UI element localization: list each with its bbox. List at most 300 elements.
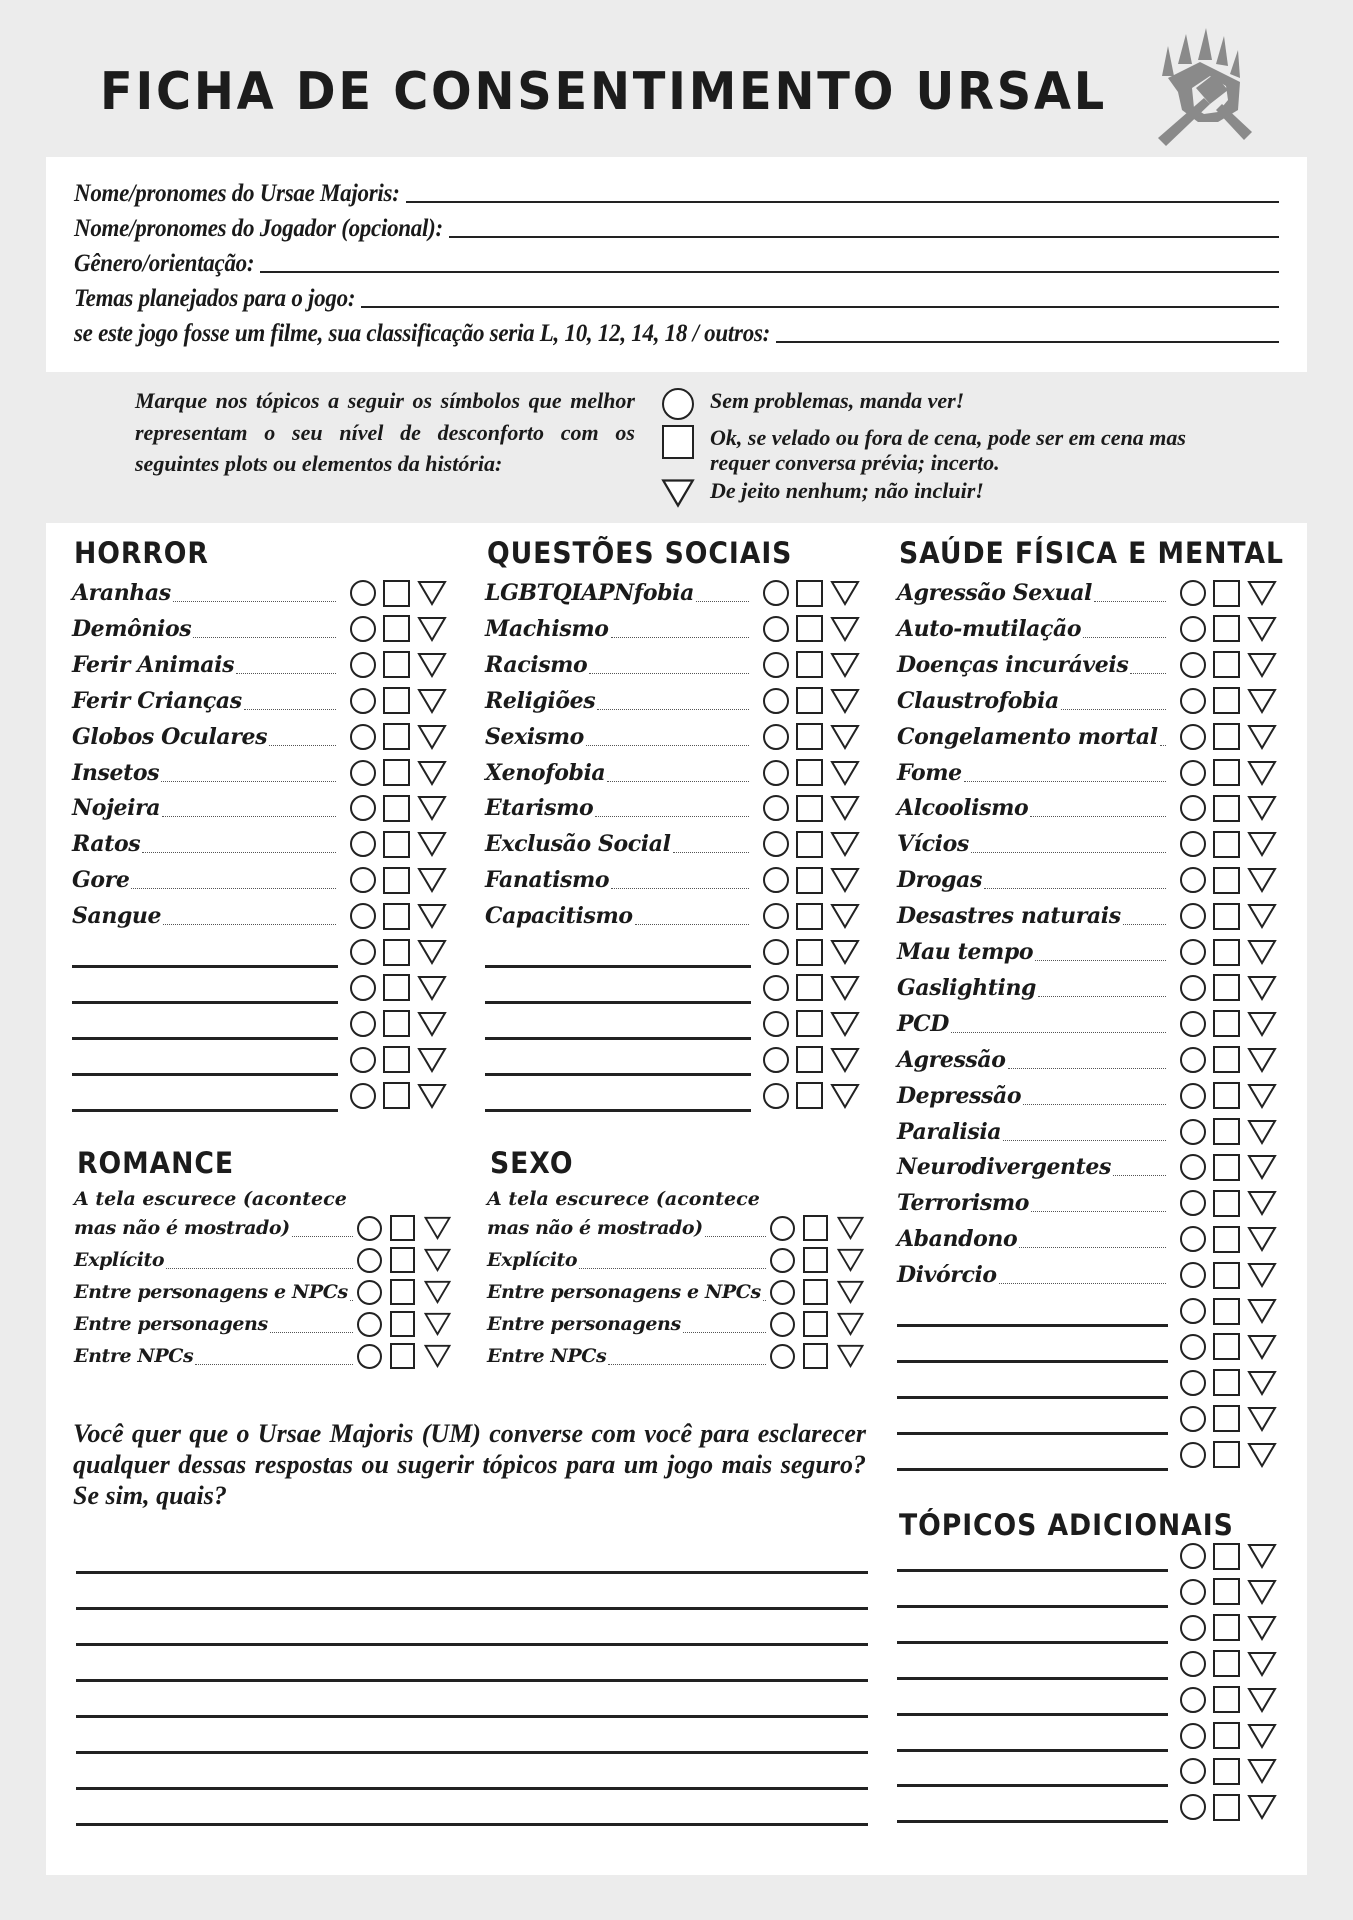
triangle-option-icon[interactable] <box>1247 903 1277 929</box>
square-option-icon[interactable] <box>383 1010 410 1037</box>
blank-topic-input-line[interactable] <box>485 1109 751 1112</box>
circle-option-icon[interactable] <box>763 1011 789 1037</box>
square-option-icon[interactable] <box>383 1046 410 1073</box>
triangle-option-icon[interactable] <box>830 831 860 857</box>
square-option-icon[interactable] <box>1213 974 1240 1001</box>
triangle-option-icon[interactable] <box>417 939 447 965</box>
circle-option-icon[interactable] <box>357 1312 382 1337</box>
answer-input-line[interactable] <box>76 1715 868 1718</box>
circle-option-icon[interactable] <box>763 724 789 750</box>
triangle-option-icon[interactable] <box>836 1248 865 1272</box>
circle-option-icon[interactable] <box>350 975 376 1001</box>
triangle-option-icon[interactable] <box>1247 1334 1277 1360</box>
answer-input-line[interactable] <box>76 1823 868 1826</box>
circle-option-icon[interactable] <box>350 580 376 606</box>
topic-label: Entre NPCs <box>74 1345 194 1367</box>
square-option-icon[interactable] <box>1213 1405 1240 1432</box>
square-option-icon[interactable] <box>1213 1369 1240 1396</box>
triangle-option-icon[interactable] <box>1247 1370 1277 1396</box>
square-option-icon[interactable] <box>1213 1650 1240 1677</box>
triangle-option-icon[interactable] <box>417 652 447 678</box>
square-option-icon[interactable] <box>796 1082 823 1109</box>
triangle-option-icon[interactable] <box>1247 616 1277 642</box>
square-option-icon[interactable] <box>803 1311 828 1337</box>
dotted-leader <box>696 601 749 602</box>
circle-option-icon[interactable] <box>763 616 789 642</box>
answer-input-line[interactable] <box>76 1751 868 1754</box>
square-option-icon[interactable] <box>1213 1118 1240 1145</box>
triangle-option-icon[interactable] <box>1247 1579 1277 1605</box>
blank-topic-input-line[interactable] <box>897 1641 1168 1644</box>
triangle-option-icon[interactable] <box>1247 1543 1277 1569</box>
square-option-icon[interactable] <box>1213 1010 1240 1037</box>
square-option-icon[interactable] <box>796 903 823 930</box>
circle-option-icon[interactable] <box>1180 1154 1206 1180</box>
circle-option-icon[interactable] <box>1180 1543 1206 1569</box>
circle-option-icon[interactable] <box>1180 616 1206 642</box>
answer-input-line[interactable] <box>76 1571 868 1574</box>
rating-options <box>1180 651 1277 678</box>
blank-topic-input-line[interactable] <box>897 1713 1168 1716</box>
topic-label: Abandono <box>897 1226 1018 1253</box>
triangle-option-icon[interactable] <box>417 688 447 714</box>
triangle-option-icon[interactable] <box>1247 795 1277 821</box>
square-option-icon[interactable] <box>796 974 823 1001</box>
blank-topic-input-line[interactable] <box>485 1001 751 1004</box>
page-title: FICHA DE CONSENTIMENTO URSAL <box>100 62 1107 122</box>
square-option-icon[interactable] <box>1213 1722 1240 1749</box>
square-option-icon[interactable] <box>803 1279 828 1305</box>
dotted-leader <box>611 888 749 889</box>
square-option-icon[interactable] <box>1213 867 1240 894</box>
topic-label: Insetos <box>72 759 160 786</box>
blank-topic-input-line[interactable] <box>897 1820 1168 1823</box>
square-option-icon[interactable] <box>1213 1154 1240 1181</box>
triangle-option-icon[interactable] <box>1247 1119 1277 1145</box>
blank-topic-input-line[interactable] <box>72 965 338 968</box>
square-option-icon[interactable] <box>1213 1686 1240 1713</box>
square-option-icon[interactable] <box>803 1343 828 1369</box>
square-option-icon[interactable] <box>1213 1333 1240 1360</box>
topic-label: Entre personagens <box>487 1313 681 1335</box>
blank-topic-input-line[interactable] <box>897 1360 1168 1363</box>
circle-option-icon[interactable] <box>357 1248 382 1273</box>
circle-option-icon[interactable] <box>770 1312 795 1337</box>
triangle-option-icon[interactable] <box>1247 1298 1277 1324</box>
square-option-icon[interactable] <box>796 795 823 822</box>
triangle-option-icon[interactable] <box>830 1083 860 1109</box>
square-option-icon[interactable] <box>803 1247 828 1273</box>
circle-option-icon[interactable] <box>350 1083 376 1109</box>
blank-topic-input-line[interactable] <box>72 1109 338 1112</box>
circle-option-icon[interactable] <box>763 975 789 1001</box>
circle-option-icon[interactable] <box>357 1280 382 1305</box>
square-option-icon[interactable] <box>383 615 410 642</box>
triangle-option-icon[interactable] <box>830 975 860 1001</box>
triangle-option-icon[interactable] <box>1247 1442 1277 1468</box>
answer-input-line[interactable] <box>76 1607 868 1610</box>
triangle-option-icon[interactable] <box>1247 1226 1277 1252</box>
square-option-icon[interactable] <box>1213 1614 1240 1641</box>
square-option-icon[interactable] <box>796 939 823 966</box>
triangle-shape <box>839 1346 863 1366</box>
blank-topic-row <box>485 1006 860 1042</box>
circle-option-icon[interactable] <box>1180 1370 1206 1396</box>
circle-option-icon[interactable] <box>1180 1119 1206 1145</box>
triangle-option-icon[interactable] <box>423 1312 452 1336</box>
circle-option-icon[interactable] <box>1180 867 1206 893</box>
square-option-icon[interactable] <box>383 651 410 678</box>
circle-option-icon[interactable] <box>763 760 789 786</box>
square-option-icon[interactable] <box>1213 1543 1240 1570</box>
square-option-icon[interactable] <box>390 1247 415 1273</box>
triangle-option-icon[interactable] <box>836 1216 865 1240</box>
dotted-leader <box>1019 1247 1166 1248</box>
square-option-icon[interactable] <box>796 1046 823 1073</box>
square-option-icon[interactable] <box>1213 1262 1240 1289</box>
blank-topic-input-line[interactable] <box>72 1001 338 1004</box>
blank-topic-input-line[interactable] <box>72 1073 338 1076</box>
blank-topic-input-line[interactable] <box>897 1468 1168 1471</box>
circle-option-icon[interactable] <box>1180 1334 1206 1360</box>
blank-topic-input-line[interactable] <box>897 1784 1168 1787</box>
square-option-icon[interactable] <box>383 867 410 894</box>
square-option-icon[interactable] <box>383 687 410 714</box>
circle-option-icon[interactable] <box>763 795 789 821</box>
triangle-option-icon[interactable] <box>1247 1190 1277 1216</box>
circle-option-icon[interactable] <box>357 1216 382 1241</box>
circle-option-icon[interactable] <box>770 1344 795 1369</box>
form-field-input-line[interactable] <box>260 271 1279 273</box>
blank-topic-input-line[interactable] <box>897 1432 1168 1435</box>
square-option-icon[interactable] <box>796 831 823 858</box>
triangle-shape <box>419 1085 445 1107</box>
circle-option-icon[interactable] <box>350 903 376 929</box>
blank-topic-input-line[interactable] <box>897 1605 1168 1608</box>
circle-option-icon[interactable] <box>1180 760 1206 786</box>
triangle-option-icon[interactable] <box>417 1083 447 1109</box>
circle-option-icon[interactable] <box>1180 1011 1206 1037</box>
circle-option-icon[interactable] <box>350 688 376 714</box>
topic-row <box>485 611 860 647</box>
square-option-icon[interactable] <box>383 903 410 930</box>
blank-topic-input-line[interactable] <box>485 1073 751 1076</box>
square-option-icon[interactable] <box>796 615 823 642</box>
circle-option-icon[interactable] <box>770 1248 795 1273</box>
circle-option-icon[interactable] <box>350 616 376 642</box>
circle-option-icon[interactable] <box>763 1047 789 1073</box>
triangle-option-icon[interactable] <box>830 1047 860 1073</box>
triangle-option-icon[interactable] <box>1247 1262 1277 1288</box>
circle-option-icon[interactable] <box>770 1280 795 1305</box>
triangle-shape <box>832 654 858 676</box>
topic-row <box>485 862 860 898</box>
triangle-option-icon[interactable] <box>417 795 447 821</box>
square-option-icon[interactable] <box>1213 651 1240 678</box>
square-option-icon[interactable] <box>390 1215 415 1241</box>
circle-option-icon[interactable] <box>1180 688 1206 714</box>
circle-option-icon[interactable] <box>1180 1298 1206 1324</box>
triangle-option-icon[interactable] <box>423 1216 452 1240</box>
triangle-option-icon[interactable] <box>1247 1083 1277 1109</box>
triangle-option-icon[interactable] <box>1247 760 1277 786</box>
circle-option-icon[interactable] <box>763 688 789 714</box>
circle-option-icon[interactable] <box>1180 1687 1206 1713</box>
circle-icon <box>662 388 694 420</box>
square-option-icon[interactable] <box>1213 1082 1240 1109</box>
circle-option-icon[interactable] <box>1180 903 1206 929</box>
triangle-option-icon[interactable] <box>1247 1406 1277 1432</box>
triangle-option-icon[interactable] <box>417 616 447 642</box>
topic-label: Depressão <box>897 1082 1022 1109</box>
triangle-option-icon[interactable] <box>830 795 860 821</box>
form-field-input-line[interactable] <box>361 306 1279 308</box>
square-option-icon[interactable] <box>1213 1794 1240 1821</box>
triangle-option-icon[interactable] <box>830 688 860 714</box>
form-field-input-line[interactable] <box>449 236 1279 238</box>
circle-option-icon[interactable] <box>350 831 376 857</box>
circle-option-icon[interactable] <box>1180 1083 1206 1109</box>
circle-option-icon[interactable] <box>770 1216 795 1241</box>
triangle-option-icon[interactable] <box>830 760 860 786</box>
square-option-icon[interactable] <box>1213 1758 1240 1785</box>
rating-options <box>1180 1010 1277 1037</box>
blank-topic-input-line[interactable] <box>897 1324 1168 1327</box>
form-field-label: se este jogo fosse um filme, sua classificação seria L, 10, 12, 14, 18 / outros: <box>74 320 771 347</box>
triangle-option-icon[interactable] <box>423 1344 452 1368</box>
triangle-shape <box>1249 941 1275 963</box>
form-field-input-line[interactable] <box>776 341 1279 343</box>
triangle-option-icon[interactable] <box>1247 1011 1277 1037</box>
rating-options <box>350 1010 447 1037</box>
square-option-icon[interactable] <box>383 723 410 750</box>
square-option-icon[interactable] <box>1213 1578 1240 1605</box>
legend-text: De jeito nenhum; não incluir! <box>710 478 984 503</box>
circle-option-icon[interactable] <box>350 795 376 821</box>
triangle-option-icon[interactable] <box>1247 939 1277 965</box>
triangle-option-icon[interactable] <box>836 1344 865 1368</box>
circle-option-icon[interactable] <box>1180 975 1206 1001</box>
circle-option-icon[interactable] <box>1180 1406 1206 1432</box>
triangle-option-icon[interactable] <box>1247 1723 1277 1749</box>
topic-row <box>897 1078 1277 1114</box>
rating-options <box>770 1343 865 1369</box>
square-option-icon[interactable] <box>1213 795 1240 822</box>
triangle-option-icon[interactable] <box>417 580 447 606</box>
square-option-icon[interactable] <box>1213 903 1240 930</box>
circle-option-icon[interactable] <box>350 724 376 750</box>
triangle-option-icon[interactable] <box>417 1047 447 1073</box>
triangle-option-icon[interactable] <box>830 1011 860 1037</box>
triangle-option-icon[interactable] <box>830 903 860 929</box>
triangle-option-icon[interactable] <box>417 867 447 893</box>
square-option-icon[interactable] <box>383 795 410 822</box>
circle-option-icon[interactable] <box>1180 1615 1206 1641</box>
circle-option-icon[interactable] <box>1180 1723 1206 1749</box>
circle-option-icon[interactable] <box>763 867 789 893</box>
square-icon <box>662 425 694 459</box>
square-option-icon[interactable] <box>1213 1190 1240 1217</box>
triangle-option-icon[interactable] <box>1247 1687 1277 1713</box>
triangle-option-icon[interactable] <box>830 652 860 678</box>
triangle-option-icon[interactable] <box>423 1280 452 1304</box>
triangle-option-icon[interactable] <box>1247 1651 1277 1677</box>
dotted-leader <box>269 745 336 746</box>
triangle-option-icon[interactable] <box>836 1312 865 1336</box>
triangle-option-icon[interactable] <box>1247 831 1277 857</box>
circle-option-icon[interactable] <box>350 867 376 893</box>
circle-option-icon[interactable] <box>1180 1190 1206 1216</box>
triangle-shape <box>419 654 445 676</box>
circle-option-icon[interactable] <box>350 652 376 678</box>
square-option-icon[interactable] <box>1213 1298 1240 1325</box>
blank-topic-row <box>897 1574 1277 1610</box>
triangle-option-icon[interactable] <box>1247 688 1277 714</box>
circle-option-icon[interactable] <box>1180 652 1206 678</box>
triangle-option-icon[interactable] <box>1247 1615 1277 1641</box>
triangle-option-icon[interactable] <box>423 1248 452 1272</box>
circle-option-icon[interactable] <box>1180 1758 1206 1784</box>
square-option-icon[interactable] <box>383 831 410 858</box>
square-option-icon[interactable] <box>796 580 823 607</box>
dotted-leader <box>635 924 749 925</box>
section-title-romance: ROMANCE <box>77 1146 235 1180</box>
rating-options <box>1180 1190 1277 1217</box>
triangle-option-icon[interactable] <box>417 903 447 929</box>
triangle-option-icon[interactable] <box>417 760 447 786</box>
square-option-icon[interactable] <box>796 723 823 750</box>
triangle-option-icon[interactable] <box>1247 867 1277 893</box>
form-field-input-line[interactable] <box>406 201 1279 203</box>
triangle-option-icon[interactable] <box>417 831 447 857</box>
triangle-shape <box>419 869 445 891</box>
triangle-option-icon[interactable] <box>836 1280 865 1304</box>
circle-option-icon[interactable] <box>350 1047 376 1073</box>
answer-input-line[interactable] <box>76 1643 868 1646</box>
rating-options <box>1180 1650 1277 1677</box>
square-option-icon[interactable] <box>390 1279 415 1305</box>
triangle-option-icon[interactable] <box>1247 1794 1277 1820</box>
triangle-option-icon[interactable] <box>1247 652 1277 678</box>
square-option-icon[interactable] <box>803 1215 828 1241</box>
square-option-icon[interactable] <box>1213 759 1240 786</box>
blank-topic-row <box>897 1789 1277 1825</box>
circle-option-icon[interactable] <box>1180 724 1206 750</box>
square-option-icon[interactable] <box>383 759 410 786</box>
circle-option-icon[interactable] <box>1180 795 1206 821</box>
circle-option-icon[interactable] <box>1180 1794 1206 1820</box>
circle-option-icon[interactable] <box>763 903 789 929</box>
square-option-icon[interactable] <box>796 651 823 678</box>
square-option-icon[interactable] <box>390 1343 415 1369</box>
blank-topic-input-line[interactable] <box>897 1749 1168 1752</box>
triangle-option-icon[interactable] <box>1247 1154 1277 1180</box>
circle-option-icon[interactable] <box>763 1083 789 1109</box>
square-option-icon[interactable] <box>1213 580 1240 607</box>
square-option-icon[interactable] <box>383 939 410 966</box>
blank-topic-input-line[interactable] <box>485 965 751 968</box>
triangle-option-icon[interactable] <box>417 724 447 750</box>
dotted-leader <box>131 888 336 889</box>
triangle-option-icon[interactable] <box>830 724 860 750</box>
triangle-option-icon[interactable] <box>1247 580 1277 606</box>
triangle-option-icon[interactable] <box>830 939 860 965</box>
square-option-icon[interactable] <box>796 1010 823 1037</box>
circle-option-icon[interactable] <box>350 939 376 965</box>
square-option-icon[interactable] <box>1213 723 1240 750</box>
triangle-option-icon[interactable] <box>830 867 860 893</box>
triangle-shape <box>832 977 858 999</box>
circle-option-icon[interactable] <box>763 939 789 965</box>
square-option-icon[interactable] <box>796 687 823 714</box>
circle-option-icon[interactable] <box>350 760 376 786</box>
square-option-icon[interactable] <box>383 1082 410 1109</box>
circle-option-icon[interactable] <box>350 1011 376 1037</box>
circle-option-icon[interactable] <box>1180 1651 1206 1677</box>
circle-option-icon[interactable] <box>1180 939 1206 965</box>
triangle-option-icon[interactable] <box>830 580 860 606</box>
circle-option-icon[interactable] <box>1180 1226 1206 1252</box>
square-option-icon[interactable] <box>1213 1441 1240 1468</box>
triangle-option-icon[interactable] <box>417 975 447 1001</box>
topic-label: Gore <box>72 867 130 894</box>
rating-options <box>1180 1578 1277 1605</box>
square-option-icon[interactable] <box>1213 831 1240 858</box>
square-option-icon[interactable] <box>1213 687 1240 714</box>
square-option-icon[interactable] <box>1213 1226 1240 1253</box>
circle-option-icon[interactable] <box>763 831 789 857</box>
square-option-icon[interactable] <box>796 867 823 894</box>
dotted-leader <box>964 781 1166 782</box>
triangle-option-icon[interactable] <box>417 1011 447 1037</box>
circle-option-icon[interactable] <box>1180 1047 1206 1073</box>
circle-option-icon[interactable] <box>1180 1442 1206 1468</box>
circle-option-icon[interactable] <box>1180 1262 1206 1288</box>
form-field <box>74 316 1279 348</box>
square-option-icon[interactable] <box>1213 615 1240 642</box>
blank-topic-input-line[interactable] <box>72 1037 338 1040</box>
triangle-option-icon[interactable] <box>1247 975 1277 1001</box>
square-option-icon[interactable] <box>383 580 410 607</box>
answer-input-line[interactable] <box>76 1787 868 1790</box>
circle-option-icon[interactable] <box>1180 580 1206 606</box>
circle-option-icon[interactable] <box>763 652 789 678</box>
square-option-icon[interactable] <box>383 974 410 1001</box>
circle-option-icon[interactable] <box>763 580 789 606</box>
triangle-shape <box>839 1250 863 1270</box>
triangle-option-icon[interactable] <box>1247 1758 1277 1784</box>
answer-input-line[interactable] <box>76 1679 868 1682</box>
blank-topic-input-line[interactable] <box>897 1677 1168 1680</box>
circle-option-icon[interactable] <box>1180 1579 1206 1605</box>
rating-options <box>1180 580 1277 607</box>
circle-option-icon[interactable] <box>357 1344 382 1369</box>
triangle-option-icon[interactable] <box>1247 1047 1277 1073</box>
circle-option-icon[interactable] <box>1180 831 1206 857</box>
blank-topic-input-line[interactable] <box>897 1569 1168 1572</box>
square-option-icon[interactable] <box>1213 939 1240 966</box>
blank-topic-input-line[interactable] <box>897 1396 1168 1399</box>
square-option-icon[interactable] <box>796 759 823 786</box>
dotted-leader <box>161 781 336 782</box>
blank-topic-input-line[interactable] <box>485 1037 751 1040</box>
rating-options <box>1180 1046 1277 1073</box>
triangle-option-icon[interactable] <box>830 616 860 642</box>
square-option-icon[interactable] <box>1213 1046 1240 1073</box>
triangle-shape <box>419 833 445 855</box>
triangle-option-icon[interactable] <box>1247 724 1277 750</box>
square-option-icon[interactable] <box>390 1311 415 1337</box>
